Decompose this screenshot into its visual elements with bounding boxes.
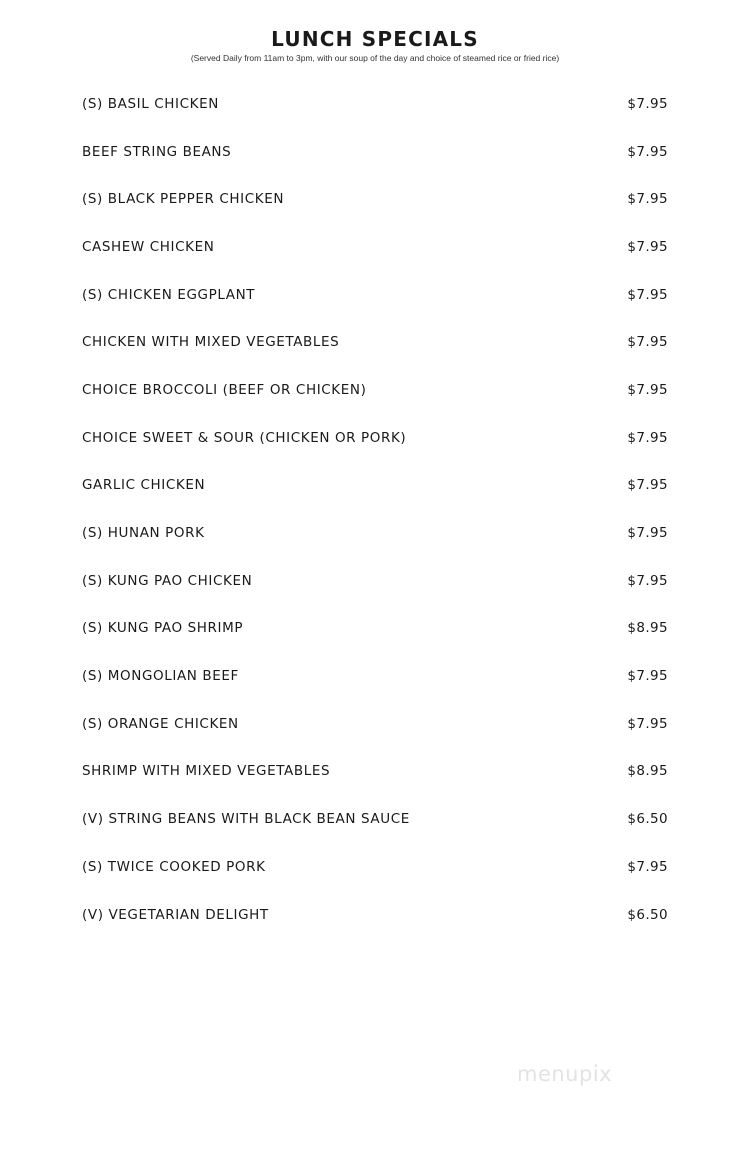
item-price: $7.95 <box>627 191 668 208</box>
item-name: (S) KUNG PAO CHICKEN <box>82 572 253 589</box>
item-price: $6.50 <box>627 906 668 923</box>
item-name: (S) CHICKEN EGGPLANT <box>82 286 256 303</box>
list-item <box>82 80 668 128</box>
item-price: $7.95 <box>627 572 668 589</box>
list-item <box>82 795 668 843</box>
list-item <box>82 509 668 557</box>
list-item <box>82 748 668 796</box>
item-price: $7.95 <box>627 715 668 732</box>
item-price: $7.95 <box>627 525 668 542</box>
item-name: (S) HUNAN PORK <box>82 525 205 542</box>
page-title: LUNCH SPECIALS <box>271 27 479 51</box>
item-name: (S) BLACK PEPPER CHICKEN <box>82 191 285 208</box>
item-name: GARLIC CHICKEN <box>82 477 206 494</box>
item-name: (S) TWICE COOKED PORK <box>82 858 266 875</box>
item-name: CHICKEN WITH MIXED VEGETABLES <box>82 334 340 351</box>
page-subtitle: (Served Daily from 11am to 3pm, with our soup of the day and choice of steamed rice or fried rice) <box>190 53 560 63</box>
list-item <box>82 318 668 366</box>
item-price: $7.95 <box>627 238 668 255</box>
list-item <box>82 223 668 271</box>
item-name: (V) VEGETARIAN DELIGHT <box>82 906 269 923</box>
item-price: $7.95 <box>627 668 668 685</box>
item-price: $7.95 <box>627 429 668 446</box>
list-item <box>82 366 668 414</box>
item-name: (S) BASIL CHICKEN <box>82 95 219 112</box>
list-item <box>82 175 668 223</box>
item-price: $7.95 <box>627 858 668 875</box>
list-item <box>82 128 668 176</box>
item-name: CHOICE SWEET & SOUR (CHICKEN OR PORK) <box>82 429 407 446</box>
item-name: SHRIMP WITH MIXED VEGETABLES <box>82 763 331 780</box>
list-item <box>82 557 668 605</box>
item-price: $7.95 <box>627 334 668 351</box>
item-price: $7.95 <box>627 381 668 398</box>
list-item <box>82 652 668 700</box>
item-name: (S) ORANGE CHICKEN <box>82 715 239 732</box>
item-price: $7.95 <box>627 143 668 160</box>
list-item <box>82 891 668 939</box>
item-name: CASHEW CHICKEN <box>82 238 215 255</box>
list-item <box>82 462 668 510</box>
item-name: (V) STRING BEANS WITH BLACK BEAN SAUCE <box>82 811 410 828</box>
item-price: $8.95 <box>627 763 668 780</box>
item-name: (S) KUNG PAO SHRIMP <box>82 620 244 637</box>
item-name: CHOICE BROCCOLI (BEEF OR CHICKEN) <box>82 381 367 398</box>
list-item <box>82 271 668 319</box>
list-item <box>82 605 668 653</box>
list-item <box>82 414 668 462</box>
item-price: $8.95 <box>627 620 668 637</box>
item-name: (S) MONGOLIAN BEEF <box>82 668 239 685</box>
item-price: $7.95 <box>627 286 668 303</box>
item-price: $6.50 <box>627 811 668 828</box>
item-price: $7.95 <box>627 95 668 112</box>
item-price: $7.95 <box>627 477 668 494</box>
list-item <box>82 700 668 748</box>
menu-list <box>82 80 668 938</box>
item-name: BEEF STRING BEANS <box>82 143 232 160</box>
menupix-watermark: menupix <box>517 1062 613 1086</box>
list-item <box>82 843 668 891</box>
